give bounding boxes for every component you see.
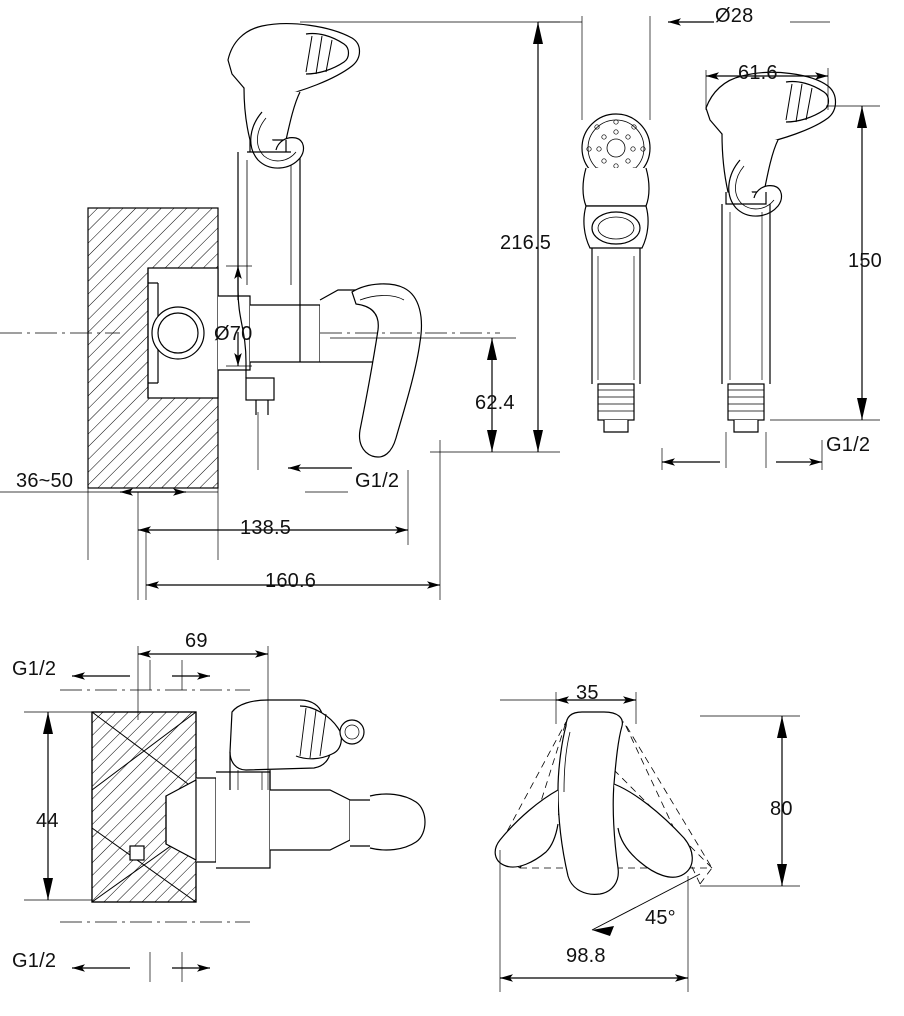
dim-label-d70: Ø70 (214, 323, 253, 345)
dim-label-216-5: 216.5 (500, 232, 552, 254)
top-section-view-geometry (24, 646, 425, 982)
leader-g12-front (258, 412, 348, 492)
dim-label-d28: Ø28 (715, 5, 754, 27)
dim-label-g12-side: G1/2 (826, 434, 871, 456)
dim-label-g12-front: G1/2 (355, 470, 400, 492)
dim-label-45-deg: 45° (645, 907, 676, 929)
dim-label-160-6: 160.6 (265, 570, 317, 592)
dim-label-98-8: 98.8 (566, 945, 606, 967)
dim-label-g12-top: G1/2 (12, 658, 57, 680)
dim-label-62-4: 62.4 (475, 392, 515, 414)
dim-label-44: 44 (36, 810, 59, 832)
dim-label-35: 35 (576, 682, 599, 704)
dim-label-36-50: 36~50 (16, 470, 74, 492)
dim-label-69: 69 (185, 630, 208, 652)
dim-label-g12-bottom: G1/2 (12, 950, 57, 972)
dim-label-150: 150 (848, 250, 882, 272)
handle-plan-view-geometry (495, 692, 800, 992)
dim-label-61-6: 61.6 (738, 62, 778, 84)
dim-label-138-5: 138.5 (240, 517, 292, 539)
dim-label-80: 80 (770, 798, 793, 820)
